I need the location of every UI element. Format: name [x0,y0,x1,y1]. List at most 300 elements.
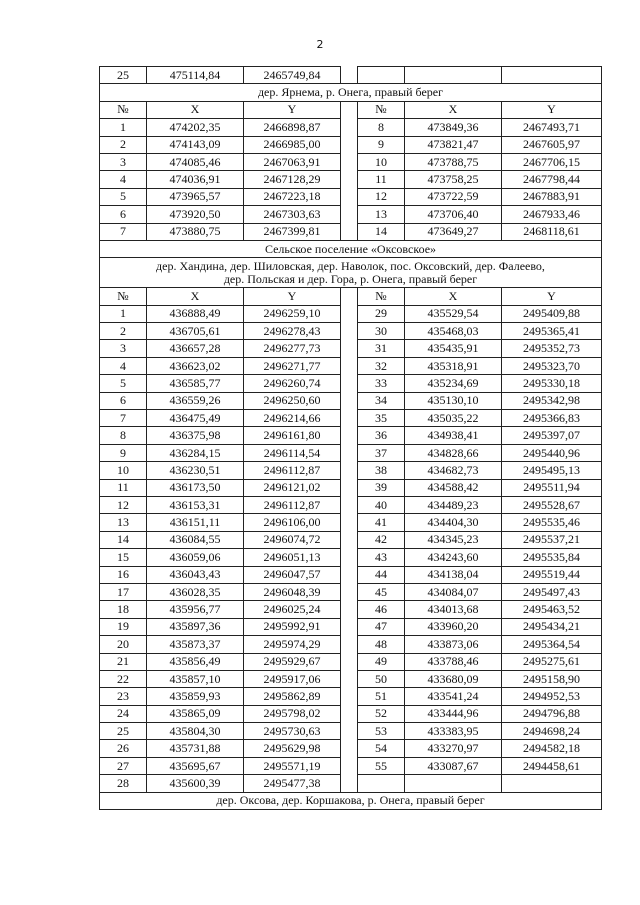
cell-num: 15 [100,549,147,566]
cell-y: 2495440,96 [502,444,602,461]
cell-y: 2495917,06 [244,670,341,687]
cell-num: 8 [358,119,405,136]
gap-cell [341,462,358,479]
cell-x [405,67,502,84]
gap-cell [341,601,358,618]
gap-cell [341,119,358,136]
gap-cell [341,67,358,84]
gap-cell [341,723,358,740]
cell-num: 53 [358,723,405,740]
table-row [100,206,602,223]
cell-x: 436043,43 [147,566,244,583]
table-row [100,392,602,409]
cell-num: 9 [358,136,405,153]
cell-x: 435873,37 [147,636,244,653]
cell-num: 11 [358,171,405,188]
cell-num: 43 [358,549,405,566]
cell-y: 2495495,13 [502,462,602,479]
cell-y: 2495730,63 [244,723,341,740]
subtitle-line-2: дер. Польская и дер. Гора, р. Онега, правый берег [223,271,478,286]
cell-num: 41 [358,514,405,531]
cell-y: 2495519,44 [502,566,602,583]
cell-num: 27 [100,757,147,774]
cell-num: 7 [100,223,147,240]
cell-x: 436559,26 [147,392,244,409]
cell-y: 2495535,84 [502,549,602,566]
cell-y: 2494952,53 [502,688,602,705]
gap-cell [341,775,358,792]
cell-x: 436375,98 [147,427,244,444]
table-row [100,688,602,705]
cell-x: 436173,50 [147,479,244,496]
cell-y: 2495158,90 [502,670,602,687]
cell-x: 434084,07 [405,583,502,600]
gap-cell [341,636,358,653]
cell-y: 2496260,74 [244,375,341,392]
section-title-yarnema: дер. Ярнема, р. Онега, правый берег [100,84,602,101]
header-y: Y [502,101,602,118]
cell-x: 435529,54 [405,305,502,322]
cell-num: 19 [100,618,147,635]
cell-x: 435035,22 [405,410,502,427]
cell-y: 2496271,77 [244,357,341,374]
cell-num: 44 [358,566,405,583]
header-num: № [358,288,405,305]
cell-y: 2496214,66 [244,410,341,427]
gap-cell [341,153,358,170]
cell-x: 434588,42 [405,479,502,496]
cell-num: 21 [100,653,147,670]
cell-x: 433788,46 [405,653,502,670]
table-row [100,136,602,153]
gap-cell [341,101,358,118]
cell-num: 10 [358,153,405,170]
cell-num: 2 [100,323,147,340]
cell-y: 2496074,72 [244,531,341,548]
cell-x: 436284,15 [147,444,244,461]
table-row [100,305,602,322]
cell-y [502,67,602,84]
section-title-row [100,84,602,101]
cell-num: 3 [100,153,147,170]
cell-x: 435897,36 [147,618,244,635]
cell-x: 434828,66 [405,444,502,461]
table-row [100,618,602,635]
gap-cell [341,688,358,705]
gap-cell [341,410,358,427]
cell-x: 473880,75 [147,223,244,240]
cell-num: 51 [358,688,405,705]
cell-x: 435234,69 [405,375,502,392]
cell-y: 2496259,10 [244,305,341,322]
cell-num: 4 [100,171,147,188]
header-num: № [100,288,147,305]
cell-x: 436585,77 [147,375,244,392]
cell-num: 42 [358,531,405,548]
table-row [100,171,602,188]
cell-num: 4 [100,357,147,374]
cell-x: 433087,67 [405,757,502,774]
cell-y: 2496047,57 [244,566,341,583]
cell-num: 47 [358,618,405,635]
cell-num: 3 [100,340,147,357]
cell-y: 2496048,39 [244,583,341,600]
cell-x: 436153,31 [147,496,244,513]
cell-y: 2496112,87 [244,462,341,479]
cell-num: 36 [358,427,405,444]
cell-x: 473649,27 [405,223,502,240]
cell-num: 40 [358,496,405,513]
cell-x: 434938,41 [405,427,502,444]
cell-y: 2466985,00 [244,136,341,153]
cell-y: 2495366,83 [502,410,602,427]
gap-cell [341,514,358,531]
cell-y: 2467493,71 [502,119,602,136]
cell-y: 2496277,73 [244,340,341,357]
cell-num: 48 [358,636,405,653]
cell-y: 2495275,61 [502,653,602,670]
cell-y: 2467706,15 [502,153,602,170]
cell-y: 2467933,46 [502,206,602,223]
cell-num: 12 [358,188,405,205]
section-subtitle-row [100,258,602,288]
gap-cell [341,288,358,305]
cell-x: 473788,75 [405,153,502,170]
cell-x: 435130,10 [405,392,502,409]
cell-x: 474085,46 [147,153,244,170]
cell-y: 2496161,80 [244,427,341,444]
cell-y: 2465749,84 [244,67,341,84]
cell-x: 433680,09 [405,670,502,687]
cell-y: 2496112,87 [244,496,341,513]
cell-y: 2495352,73 [502,340,602,357]
cell-num: 2 [100,136,147,153]
cell-num: 23 [100,688,147,705]
cell-y: 2495342,98 [502,392,602,409]
cell-y: 2495528,67 [502,496,602,513]
table-row [100,549,602,566]
cell-x: 435859,93 [147,688,244,705]
table-row [100,340,602,357]
cell-y: 2467883,91 [502,188,602,205]
table-row [100,188,602,205]
cell-y: 2495477,38 [244,775,341,792]
cell-x: 436151,11 [147,514,244,531]
cell-x: 435956,77 [147,601,244,618]
cell-x: 433873,06 [405,636,502,653]
cell-x: 434243,60 [405,549,502,566]
gap-cell [341,479,358,496]
cell-x: 436084,55 [147,531,244,548]
gap-cell [341,188,358,205]
cell-x: 473849,36 [405,119,502,136]
cell-y: 2495365,41 [502,323,602,340]
cell-x: 433541,24 [405,688,502,705]
cell-y: 2496278,43 [244,323,341,340]
header-x: X [405,288,502,305]
cell-num: 10 [100,462,147,479]
gap-cell [341,357,358,374]
cell-y: 2495862,89 [244,688,341,705]
table-row [100,583,602,600]
cell-x: 433444,96 [405,705,502,722]
cell-y: 2495571,19 [244,757,341,774]
section-title-row [100,792,602,809]
section-title-row [100,240,602,257]
cell-num: 18 [100,601,147,618]
cell-x: 435857,10 [147,670,244,687]
cell-y: 2467798,44 [502,171,602,188]
table-row [100,757,602,774]
cell-num: 45 [358,583,405,600]
gap-cell [341,340,358,357]
cell-x: 473920,50 [147,206,244,223]
cell-num: 46 [358,601,405,618]
cell-num: 5 [100,188,147,205]
cell-x: 436475,49 [147,410,244,427]
table-row [100,427,602,444]
gap-cell [341,531,358,548]
cell-num: 16 [100,566,147,583]
cell-y: 2495535,46 [502,514,602,531]
cell-x: 436888,49 [147,305,244,322]
gap-cell [341,549,358,566]
cell-y: 2496025,24 [244,601,341,618]
cell-y: 2496051,13 [244,549,341,566]
subtitle-line-1: дер. Хандина, дер. Шиловская, дер. Наволок, пос. Оксовский, дер. Фалеево, [156,258,545,273]
cell-y: 2495330,18 [502,375,602,392]
cell-y: 2494458,61 [502,757,602,774]
cell-x: 435468,03 [405,323,502,340]
cell-x: 474143,09 [147,136,244,153]
gap-cell [341,653,358,670]
cell-num: 14 [358,223,405,240]
section-title-oksovskoe: Сельское поселение «Оксовское» [100,240,602,257]
header-row [100,288,602,305]
cell-x: 436028,35 [147,583,244,600]
section-title-oksova: дер. Оксова, дер. Коршакова, р. Онега, правый берег [100,792,602,809]
gap-cell [341,323,358,340]
cell-x: 434345,23 [405,531,502,548]
table-row [100,323,602,340]
table-row [100,566,602,583]
table-row [100,705,602,722]
section-subtitle-oksovskoe [100,258,602,288]
cell-num: 12 [100,496,147,513]
cell-y: 2495929,67 [244,653,341,670]
cell-num: 11 [100,479,147,496]
table-row [100,479,602,496]
table-row [100,653,602,670]
cell-x: 434489,23 [405,496,502,513]
cell-x: 475114,84 [147,67,244,84]
cell-num: 52 [358,705,405,722]
cell-num: 32 [358,357,405,374]
coordinates-table [99,66,602,810]
table-row [100,410,602,427]
gap-cell [341,136,358,153]
cell-x: 434404,30 [405,514,502,531]
cell-x: 434013,68 [405,601,502,618]
cell-num: 13 [358,206,405,223]
cell-x: 473722,59 [405,188,502,205]
cell-num: 6 [100,206,147,223]
cell-num: 1 [100,119,147,136]
cell-y: 2495629,98 [244,740,341,757]
cell-num: 24 [100,705,147,722]
table-row [100,531,602,548]
cell-x: 436623,02 [147,357,244,374]
table-row [100,740,602,757]
cell-y: 2495397,07 [502,427,602,444]
cell-x: 473965,57 [147,188,244,205]
cell-num: 29 [358,305,405,322]
cell-y: 2495434,21 [502,618,602,635]
cell-y: 2467303,63 [244,206,341,223]
cell-y [502,775,602,792]
table-row [100,496,602,513]
page-number: 2 [316,38,324,51]
gap-cell [341,427,358,444]
table-row [100,514,602,531]
cell-x: 435856,49 [147,653,244,670]
table-row [100,223,602,240]
cell-num: 39 [358,479,405,496]
cell-y: 2496121,02 [244,479,341,496]
cell-y: 2496114,54 [244,444,341,461]
cell-num: 37 [358,444,405,461]
cell-y: 2466898,87 [244,119,341,136]
cell-x: 435435,91 [405,340,502,357]
cell-num: 34 [358,392,405,409]
gap-cell [341,583,358,600]
gap-cell [341,392,358,409]
cell-y: 2467128,29 [244,171,341,188]
cell-y: 2496250,60 [244,392,341,409]
cell-x: 435804,30 [147,723,244,740]
cell-x: 436059,06 [147,549,244,566]
cell-num: 13 [100,514,147,531]
cell-x: 436657,28 [147,340,244,357]
cell-num [358,775,405,792]
table-row [100,462,602,479]
cell-num: 9 [100,444,147,461]
cell-num: 7 [100,410,147,427]
cell-num: 22 [100,670,147,687]
cell-y: 2495992,91 [244,618,341,635]
gap-cell [341,705,358,722]
cell-num: 26 [100,740,147,757]
cell-num: 14 [100,531,147,548]
cell-x: 433383,95 [405,723,502,740]
table-row [100,601,602,618]
cell-y: 2495409,88 [502,305,602,322]
cell-num: 25 [100,67,147,84]
cell-y: 2495463,52 [502,601,602,618]
cell-x: 473758,25 [405,171,502,188]
cell-y: 2494796,88 [502,705,602,722]
cell-y: 2494698,24 [502,723,602,740]
cell-num: 35 [358,410,405,427]
table-row [100,670,602,687]
cell-y: 2468118,61 [502,223,602,240]
cell-num: 31 [358,340,405,357]
cell-y: 2467063,91 [244,153,341,170]
cell-x: 474202,35 [147,119,244,136]
cell-y: 2467605,97 [502,136,602,153]
table-row [100,153,602,170]
header-x: X [147,101,244,118]
cell-y: 2495974,29 [244,636,341,653]
cell-y: 2495537,21 [502,531,602,548]
gap-cell [341,223,358,240]
header-x: X [147,288,244,305]
cell-num: 33 [358,375,405,392]
cell-x: 435865,09 [147,705,244,722]
cell-num: 54 [358,740,405,757]
cell-x: 473706,40 [405,206,502,223]
cell-y: 2495364,54 [502,636,602,653]
header-num: № [100,101,147,118]
gap-cell [341,496,358,513]
table-row [100,444,602,461]
table-row [100,375,602,392]
cell-y: 2495798,02 [244,705,341,722]
cell-y: 2467223,18 [244,188,341,205]
header-num: № [358,101,405,118]
gap-cell [341,566,358,583]
cell-num: 8 [100,427,147,444]
table-row [100,636,602,653]
header-x: X [405,101,502,118]
gap-cell [341,757,358,774]
cell-num: 1 [100,305,147,322]
cell-num: 20 [100,636,147,653]
cell-x: 434682,73 [405,462,502,479]
cell-num: 25 [100,723,147,740]
cell-num: 50 [358,670,405,687]
gap-cell [341,375,358,392]
cell-x: 474036,91 [147,171,244,188]
cell-x: 433960,20 [405,618,502,635]
cell-x: 434138,04 [405,566,502,583]
cell-x: 435600,39 [147,775,244,792]
cell-y: 2496106,00 [244,514,341,531]
cell-x: 435695,67 [147,757,244,774]
cell-y: 2494582,18 [502,740,602,757]
header-y: Y [244,101,341,118]
gap-cell [341,305,358,322]
table-row [100,357,602,374]
cell-num [358,67,405,84]
cell-y: 2495497,43 [502,583,602,600]
table-row [100,723,602,740]
cell-x: 435318,91 [405,357,502,374]
cell-num: 30 [358,323,405,340]
cell-num: 38 [358,462,405,479]
gap-cell [341,171,358,188]
cell-x: 436230,51 [147,462,244,479]
header-row [100,101,602,118]
cell-x: 436705,61 [147,323,244,340]
cell-x [405,775,502,792]
cell-y: 2467399,81 [244,223,341,240]
cell-num: 55 [358,757,405,774]
cell-num: 49 [358,653,405,670]
cell-num: 28 [100,775,147,792]
cell-y: 2495323,70 [502,357,602,374]
cell-y: 2495511,94 [502,479,602,496]
